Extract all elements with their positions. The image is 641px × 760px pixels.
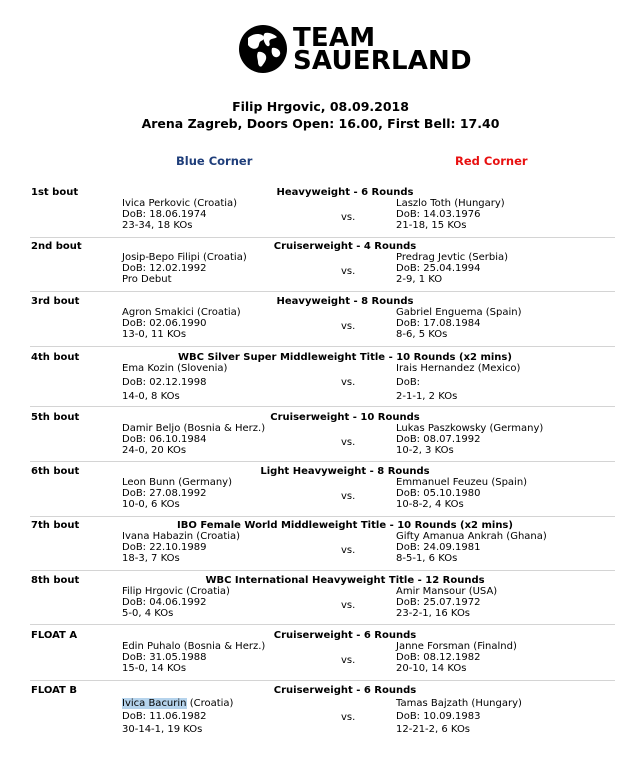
red-fighter xyxy=(396,363,520,402)
fighter-dob: DoB: 02.12.1998 xyxy=(122,377,207,388)
fighter-name: Ivana Habazin (Croatia) xyxy=(122,531,241,542)
fighter-name: Gabriel Enguema (Spain) xyxy=(396,307,522,318)
fighter-record: 20-10, 14 KOs xyxy=(396,663,467,674)
bout-row xyxy=(0,241,641,301)
red-corner-heading: Red Corner xyxy=(455,154,528,168)
bout-weight-class: WBC Silver Super Middleweight Title - 10 Rounds (x2 mins) xyxy=(178,352,512,363)
fighter-dob: DoB: 11.06.1982 xyxy=(122,711,207,722)
vs-label: vs. xyxy=(341,321,356,332)
divider xyxy=(30,406,615,407)
fighter-name: Laszlo Toth (Hungary) xyxy=(396,198,505,209)
bout-label: 6th bout xyxy=(31,466,80,477)
fighter-dob: DoB: 04.06.1992 xyxy=(122,597,207,608)
fighter-name: Ema Kozin (Slovenia) xyxy=(122,363,228,374)
fighter-record: 18-3, 7 KOs xyxy=(122,553,180,564)
fighter-record: 10-2, 3 KOs xyxy=(396,445,454,456)
vs-label: vs. xyxy=(341,212,356,223)
red-fighter xyxy=(396,423,543,456)
divider xyxy=(30,624,615,625)
divider xyxy=(30,291,615,292)
red-fighter xyxy=(396,307,522,340)
bout-label: FLOAT B xyxy=(31,685,77,696)
bout-row xyxy=(0,520,641,580)
bout-label: 8th bout xyxy=(31,575,80,586)
bout-weight-class: Cruiserweight - 10 Rounds xyxy=(270,412,420,423)
fighter-record: 5-0, 4 KOs xyxy=(122,608,174,619)
bout-weight-class: Heavyweight - 6 Rounds xyxy=(276,187,414,198)
divider xyxy=(30,680,615,681)
fighter-dob: DoB: 31.05.1988 xyxy=(122,652,207,663)
fighter-record: 15-0, 14 KOs xyxy=(122,663,187,674)
bout-label: 2nd bout xyxy=(31,241,82,252)
bout-weight-class: Cruiserweight - 6 Rounds xyxy=(273,685,417,696)
blue-fighter xyxy=(122,363,227,402)
bout-row xyxy=(0,685,641,745)
fighter-dob: DoB: 17.08.1984 xyxy=(396,318,481,329)
selected-text[interactable]: Ivica Bacurin xyxy=(122,698,187,709)
divider xyxy=(30,461,615,462)
fighter-name: Josip-Bepo Filipi (Croatia) xyxy=(122,252,247,263)
divider xyxy=(30,346,615,347)
logo-text-line1: TEAM xyxy=(293,23,376,53)
fighter-dob: DoB: 10.09.1983 xyxy=(396,711,481,722)
fighter-name: Filip Hrgovic (Croatia) xyxy=(122,586,230,597)
blue-fighter xyxy=(122,307,241,340)
fighter-record: 30-14-1, 19 KOs xyxy=(122,724,203,735)
fighter-dob: DoB: 08.07.1992 xyxy=(396,434,481,445)
event-venue: Arena Zagreb, Doors Open: 16.00, First Bell: 17.40 xyxy=(141,116,500,131)
vs-label: vs. xyxy=(341,491,356,502)
vs-label: vs. xyxy=(341,712,356,723)
blue-fighter xyxy=(122,586,230,619)
divider xyxy=(30,570,615,571)
bout-label: 5th bout xyxy=(31,412,80,423)
vs-label: vs. xyxy=(341,266,356,277)
bout-label: 3rd bout xyxy=(31,296,80,307)
fighter-dob: DoB: 25.07.1972 xyxy=(396,597,481,608)
blue-fighter xyxy=(122,198,237,231)
fighter-name: Damir Beljo (Bosnia & Herz.) xyxy=(122,423,266,434)
fighter-name: Irais Hernandez (Mexico) xyxy=(396,363,521,374)
fighter-name: Emmanuel Feuzeu (Spain) xyxy=(396,477,528,488)
vs-label: vs. xyxy=(341,600,356,611)
red-fighter xyxy=(396,477,527,510)
fighter-record: 23-2-1, 16 KOs xyxy=(396,608,471,619)
fighter-dob: DoB: xyxy=(396,377,421,388)
fighter-name: Lukas Paszkowsky (Germany) xyxy=(396,423,544,434)
fighter-dob: DoB: 02.06.1990 xyxy=(122,318,207,329)
blue-fighter xyxy=(122,641,265,674)
globe-icon xyxy=(238,24,288,74)
team-sauerland-logo xyxy=(238,23,500,75)
bout-row xyxy=(0,296,641,356)
fighter-dob: DoB: 12.02.1992 xyxy=(122,263,207,274)
bout-row xyxy=(0,466,641,526)
bout-weight-class: Cruiserweight - 4 Rounds xyxy=(273,241,417,252)
bout-row xyxy=(0,352,641,412)
bout-label: 1st bout xyxy=(31,187,79,198)
red-fighter xyxy=(396,698,522,735)
fighter-dob: DoB: 18.06.1974 xyxy=(122,209,207,220)
blue-fighter xyxy=(122,252,247,285)
vs-label: vs. xyxy=(341,655,356,666)
fighter-record: 2-9, 1 KO xyxy=(396,274,443,285)
bout-weight-class: Cruiserweight - 6 Rounds xyxy=(273,630,417,641)
fighter-name: Ivica Perkovic (Croatia) xyxy=(122,198,238,209)
red-fighter xyxy=(396,641,517,674)
fighter-name: Predrag Jevtic (Serbia) xyxy=(396,252,509,263)
bout-label: 7th bout xyxy=(31,520,80,531)
red-fighter xyxy=(396,198,505,231)
bout-row xyxy=(0,630,641,690)
fighter-dob: DoB: 14.03.1976 xyxy=(396,209,481,220)
fighter-name: Gifty Amanua Ankrah (Ghana) xyxy=(396,531,547,542)
red-fighter xyxy=(396,531,547,564)
bout-label: FLOAT A xyxy=(31,630,78,641)
fighter-record: 23-34, 18 KOs xyxy=(122,220,193,231)
fighter-record: 10-8-2, 4 KOs xyxy=(396,499,464,510)
fighter-dob: DoB: 06.10.1984 xyxy=(122,434,207,445)
fighter-name: Janne Forsman (Finalnd) xyxy=(396,641,517,652)
blue-corner-heading: Blue Corner xyxy=(176,154,253,168)
fighter-name: Edin Puhalo (Bosnia & Herz.) xyxy=(122,641,266,652)
bout-weight-class: IBO Female World Middleweight Title - 10 Rounds (x2 mins) xyxy=(177,520,513,531)
fighter-record: 21-18, 15 KOs xyxy=(396,220,467,231)
fighter-record: 24-0, 20 KOs xyxy=(122,445,187,456)
fighter-dob: DoB: 05.10.1980 xyxy=(396,488,481,499)
divider xyxy=(30,516,615,517)
fighter-record: 2-1-1, 2 KOs xyxy=(396,391,458,402)
bout-weight-class: Heavyweight - 8 Rounds xyxy=(276,296,414,307)
logo-text-line2: SAUERLAND xyxy=(293,46,472,76)
bout-row xyxy=(0,575,641,635)
event-title: Filip Hrgovic, 08.09.2018 xyxy=(232,99,409,114)
bout-weight-class: WBC International Heavyweight Title - 12 Rounds xyxy=(205,575,485,586)
vs-label: vs. xyxy=(341,377,356,388)
divider xyxy=(30,237,615,238)
fighter-country: (Croatia) xyxy=(186,698,234,709)
vs-label: vs. xyxy=(341,437,356,448)
fighter-dob: DoB: 08.12.1982 xyxy=(396,652,481,663)
fighter-dob: DoB: 25.04.1994 xyxy=(396,263,481,274)
bout-row xyxy=(0,187,641,247)
blue-fighter xyxy=(122,698,233,735)
fighter-name: Leon Bunn (Germany) xyxy=(122,477,232,488)
blue-fighter xyxy=(122,531,240,564)
fighter-record: 8-5-1, 6 KOs xyxy=(396,553,458,564)
bout-weight-class: Light Heavyweight - 8 Rounds xyxy=(260,466,430,477)
bout-row xyxy=(0,412,641,472)
fighter-dob: DoB: 22.10.1989 xyxy=(122,542,207,553)
fighter-record: 14-0, 8 KOs xyxy=(122,391,180,402)
fighter-name: Tamas Bajzath (Hungary) xyxy=(396,698,522,709)
fighter-name: Amir Mansour (USA) xyxy=(396,586,498,597)
red-fighter xyxy=(396,252,508,285)
blue-fighter xyxy=(122,477,232,510)
fighter-record: 13-0, 11 KOs xyxy=(122,329,187,340)
vs-label: vs. xyxy=(341,545,356,556)
bout-label: 4th bout xyxy=(31,352,80,363)
fighter-record: 10-0, 6 KOs xyxy=(122,499,180,510)
fighter-dob: DoB: 24.09.1981 xyxy=(396,542,481,553)
fighter-record: 12-21-2, 6 KOs xyxy=(396,724,471,735)
fighter-record: 8-6, 5 KOs xyxy=(396,329,448,340)
fighter-name: Agron Smakici (Croatia) xyxy=(122,307,241,318)
red-fighter xyxy=(396,586,497,619)
fighter-dob: DoB: 27.08.1992 xyxy=(122,488,207,499)
blue-fighter xyxy=(122,423,265,456)
fighter-record: Pro Debut xyxy=(122,274,172,285)
fighter-name xyxy=(122,698,233,709)
